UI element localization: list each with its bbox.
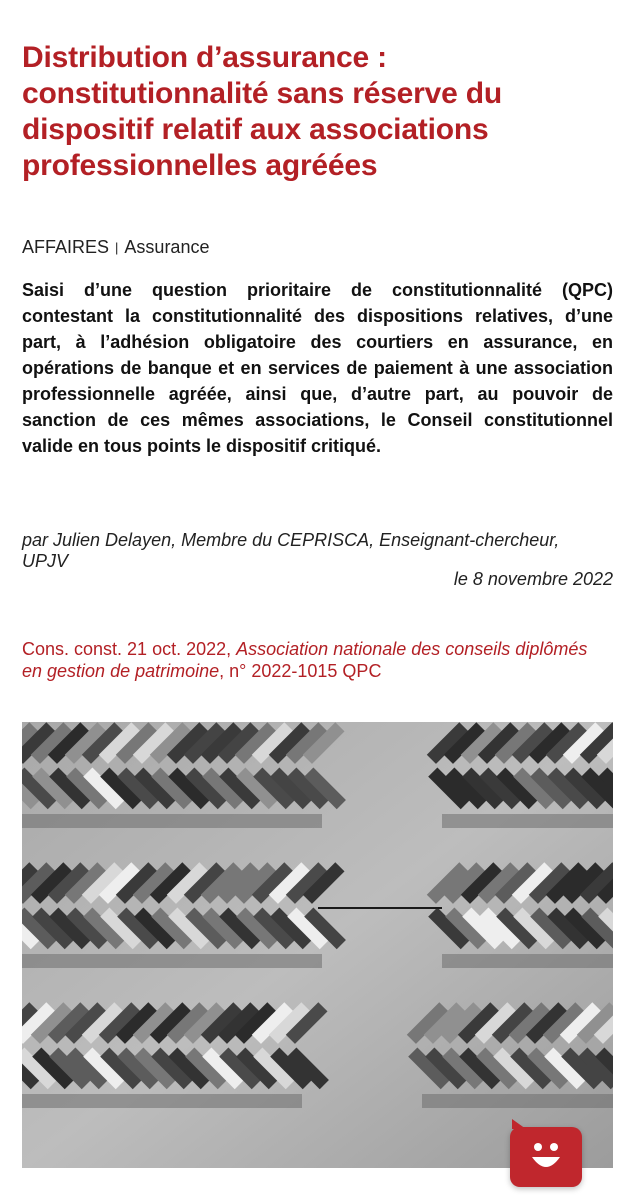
- article-rubric: [22, 236, 209, 259]
- article-date: le 8 novembre 2022: [453, 569, 613, 589]
- rubric-separator: |: [115, 240, 119, 255]
- smiley-chat-icon: [524, 1137, 568, 1177]
- reference-suffix: , n° 2022-1015 QPC: [219, 661, 382, 681]
- aerial-container-yard-image: [22, 722, 613, 1168]
- article-photo: [22, 722, 613, 1168]
- article-title: Distribution d’assurance : constitutionnalité sans réserve du dispositif relatif aux associations professionnelles agréées: [22, 41, 502, 182]
- reference-prefix: Cons. const. 21 oct. 2022,: [22, 639, 237, 659]
- reference-case-name: Association nationale des conseils diplômés en gestion de patrimoine: [22, 639, 588, 681]
- chat-button[interactable]: [510, 1127, 582, 1187]
- rubric-section[interactable]: AFFAIRES: [22, 237, 110, 257]
- article-author: par Julien Delayen, Membre du CEPRISCA, Enseignant-chercheur, UPJV: [22, 530, 560, 571]
- article-lead: Saisi d’une question prioritaire de constitutionnalité (QPC) contestant la constitutionnalité des dispositions relatives, d’une part, à l’adhésion obligatoire des courtiers en assurance, en opérations de banque et en services de paiement à une association professionnelle agréée, ainsi que, d’autre part, au pouvoir de sanction de ces mêmes associations, le Conseil constitutionnel valide en tous points le dispositif critiqué.: [22, 280, 613, 456]
- rubric-subsection[interactable]: Assurance: [124, 237, 210, 257]
- decision-reference: [22, 638, 612, 682]
